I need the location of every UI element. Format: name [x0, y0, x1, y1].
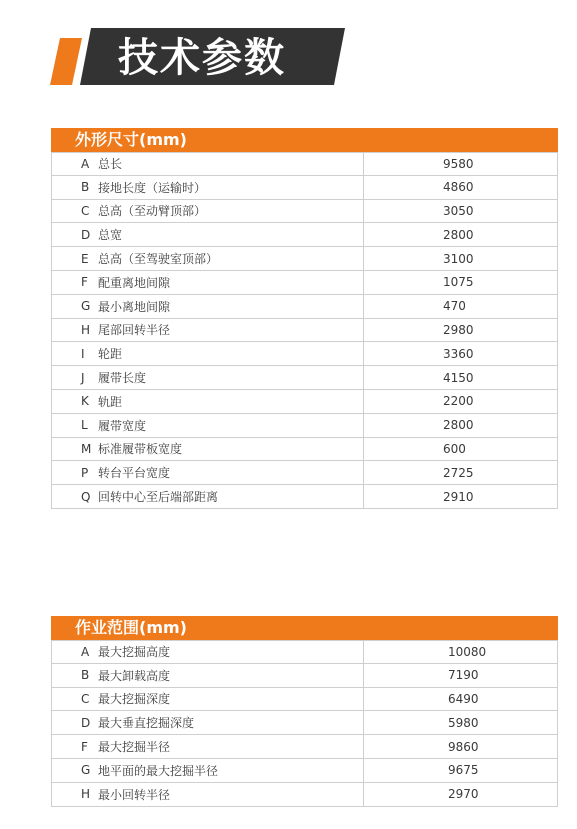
param-value: 3360: [443, 346, 474, 361]
param-name: 回转中心至后端部距离: [98, 490, 219, 505]
param-cell: [52, 366, 364, 389]
table-row: [52, 200, 557, 224]
param-code: A: [81, 156, 90, 171]
param-cell: [52, 176, 364, 199]
param-name: 最小回转半径: [98, 787, 171, 802]
param-cell: [52, 414, 364, 437]
param-value: 2910: [443, 489, 474, 504]
working-range-section: [51, 616, 558, 807]
param-code: H: [81, 787, 91, 802]
table-row: [52, 783, 557, 807]
param-name: 地平面的最大挖掘半径: [98, 763, 219, 778]
table-row: [52, 176, 557, 200]
table-row: [52, 485, 557, 509]
param-code: P: [81, 465, 89, 480]
param-name: 最大挖掘深度: [98, 692, 171, 707]
table-row: [52, 342, 557, 366]
param-name: 转台平台宽度: [98, 466, 171, 481]
param-cell: [52, 485, 364, 508]
table-row: [52, 735, 557, 759]
table-row: [52, 414, 557, 438]
param-name: 总高（至动臂顶部）: [98, 204, 207, 219]
banner-shapes: [0, 0, 577, 110]
param-value: 9675: [448, 763, 479, 778]
working-range-table: [51, 640, 558, 807]
param-value: 4860: [443, 180, 474, 195]
param-cell: [52, 664, 364, 687]
param-code: B: [81, 180, 90, 195]
dimensions-section: [51, 128, 558, 509]
param-cell: [52, 200, 364, 223]
table-row: [52, 223, 557, 247]
param-name: 总长: [98, 157, 123, 172]
param-value: 2800: [443, 418, 474, 433]
param-name: 履带宽度: [98, 418, 147, 433]
section-header-dimensions: 外形尺寸(mm): [51, 128, 558, 152]
param-cell: [52, 688, 364, 711]
param-name: 总高（至驾驶室顶部）: [98, 252, 219, 267]
table-row: [52, 152, 557, 176]
param-code: A: [81, 644, 90, 659]
param-value: 5980: [448, 715, 479, 730]
table-row: [52, 390, 557, 414]
param-value: 600: [443, 441, 466, 456]
table-row: [52, 247, 557, 271]
param-value: 9860: [448, 739, 479, 754]
banner-accent-bar: [50, 38, 82, 85]
param-code: D: [81, 715, 91, 730]
param-name: 配重离地间隙: [98, 275, 171, 290]
param-value: 10080: [448, 644, 487, 659]
param-value: 2800: [443, 227, 474, 242]
param-value: 9580: [443, 156, 474, 171]
param-value: 2980: [443, 322, 474, 337]
param-cell: [52, 783, 364, 806]
param-code: F: [81, 739, 88, 754]
param-cell: [52, 641, 364, 663]
param-name: 最大挖掘半径: [98, 740, 171, 755]
param-code: K: [81, 394, 89, 409]
table-row: [52, 319, 557, 343]
param-code: H: [81, 322, 91, 337]
table-row: [52, 759, 557, 783]
table-row: [52, 366, 557, 390]
param-code: B: [81, 668, 90, 683]
param-name: 总宽: [98, 228, 123, 243]
param-code: G: [81, 763, 91, 778]
table-row: [52, 640, 557, 664]
table-row: [52, 461, 557, 485]
param-value: 470: [443, 299, 466, 314]
param-cell: [52, 153, 364, 175]
param-value: 2725: [443, 465, 474, 480]
param-name: 最大垂直挖掘深度: [98, 716, 195, 731]
table-row: [52, 295, 557, 319]
param-name: 最大卸载高度: [98, 668, 171, 683]
param-name: 轮距: [98, 347, 123, 362]
table-row: [52, 688, 557, 712]
param-cell: [52, 461, 364, 484]
param-value: 3100: [443, 251, 474, 266]
param-value: 2970: [448, 787, 479, 802]
title-banner: [0, 0, 577, 110]
table-row: [52, 711, 557, 735]
param-cell: [52, 735, 364, 758]
param-code: C: [81, 203, 90, 218]
param-value: 1075: [443, 275, 474, 290]
param-name: 尾部回转半径: [98, 323, 171, 338]
param-name: 接地长度（运输时）: [98, 180, 207, 195]
param-name: 最小离地间隙: [98, 299, 171, 314]
param-name: 轨距: [98, 394, 123, 409]
param-code: G: [81, 299, 91, 314]
param-value: 4150: [443, 370, 474, 385]
param-cell: [52, 271, 364, 294]
param-code: E: [81, 251, 89, 266]
table-row: [52, 271, 557, 295]
param-value: 3050: [443, 203, 474, 218]
param-name: 履带长度: [98, 371, 147, 386]
param-code: F: [81, 275, 88, 290]
param-cell: [52, 390, 364, 413]
param-code: J: [81, 370, 85, 385]
param-value: 2200: [443, 394, 474, 409]
param-cell: [52, 438, 364, 461]
page-title: 技术参数: [118, 35, 286, 81]
param-code: I: [81, 346, 85, 361]
param-cell: [52, 711, 364, 734]
param-cell: [52, 342, 364, 365]
section-header-working-range: 作业范围(mm): [51, 616, 558, 640]
param-cell: [52, 759, 364, 782]
param-cell: [52, 247, 364, 270]
dimensions-table: [51, 152, 558, 509]
param-value: 6490: [448, 691, 479, 706]
param-code: C: [81, 691, 90, 706]
param-code: L: [81, 418, 88, 433]
table-row: [52, 438, 557, 462]
param-name: 标准履带板宽度: [98, 442, 183, 457]
param-name: 最大挖掘高度: [98, 645, 171, 660]
param-code: M: [81, 441, 92, 456]
param-cell: [52, 223, 364, 246]
param-value: 7190: [448, 668, 479, 683]
param-code: Q: [81, 489, 91, 504]
param-cell: [52, 319, 364, 342]
param-cell: [52, 295, 364, 318]
table-row: [52, 664, 557, 688]
param-code: D: [81, 227, 91, 242]
